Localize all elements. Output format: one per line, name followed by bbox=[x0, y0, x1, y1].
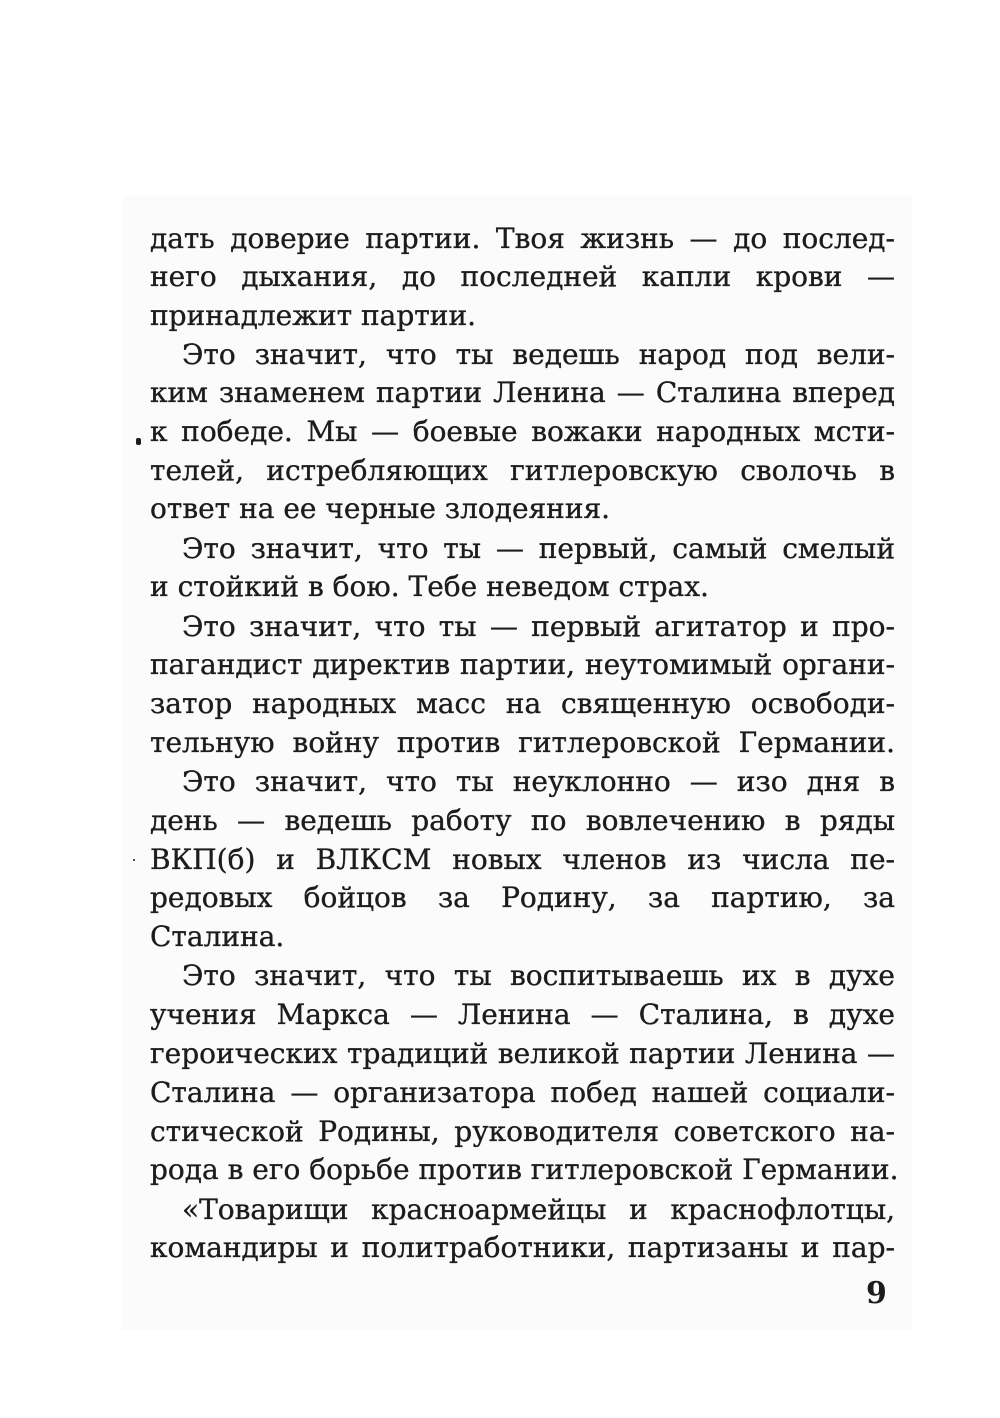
ink-speck bbox=[136, 438, 141, 445]
text-line: телей, истребляющих гитлеровскую сволочь в bbox=[150, 454, 895, 487]
text-line: Это значит, что ты воспитываешь их в духе bbox=[182, 959, 895, 992]
text-line: затор народных масс на священную освободи- bbox=[150, 687, 895, 720]
text-line: «Товарищи красноармейцы и краснофлотцы, bbox=[182, 1193, 895, 1226]
text-line: ким знаменем партии Ленина — Сталина вперед bbox=[150, 376, 895, 409]
text-line: учения Маркса — Ленина — Сталина, в духе bbox=[150, 998, 895, 1031]
text-line: принадлежит партии. bbox=[150, 299, 477, 332]
text-line: тельную войну против гитлеровской Германии. bbox=[150, 726, 895, 759]
text-line: героических традиций великой партии Ленина — bbox=[150, 1037, 895, 1070]
text-line: него дыхания, до последней капли крови — bbox=[150, 260, 895, 293]
text-line: стической Родины, руководителя советского на- bbox=[150, 1115, 895, 1148]
text-line: Это значит, что ты ведешь народ под вели- bbox=[182, 338, 895, 371]
text-line: день — ведешь работу по вовлечению в ряды bbox=[150, 804, 895, 837]
text-line: рода в его борьбе против гитлеровской Германии. bbox=[150, 1153, 899, 1186]
text-line: и стойкий в бою. Тебе неведом страх. bbox=[150, 570, 709, 603]
text-line: ВКП(б) и ВЛКСМ новых членов из числа пе- bbox=[150, 843, 895, 876]
text-line: к победе. Мы — боевые вожаки народных мсти- bbox=[150, 415, 895, 448]
ink-speck bbox=[133, 859, 135, 861]
text-line: Это значит, что ты — первый агитатор и про- bbox=[182, 610, 895, 643]
page-number: 9 bbox=[866, 1276, 887, 1311]
text-line: пагандист директив партии, неутомимый органи- bbox=[150, 648, 895, 681]
text-line: редовых бойцов за Родину, за партию, за bbox=[150, 881, 895, 914]
text-line: Сталина. bbox=[150, 920, 285, 953]
text-line: командиры и политработники, партизаны и пар- bbox=[150, 1231, 895, 1264]
text-line: Это значит, что ты — первый, самый смелый bbox=[182, 532, 895, 565]
text-line: Сталина — организатора побед нашей социали- bbox=[150, 1076, 895, 1109]
text-line: Это значит, что ты неуклонно — изо дня в bbox=[182, 765, 895, 798]
text-line: ответ на ее черные злодеяния. bbox=[150, 492, 611, 525]
text-line: дать доверие партии. Твоя жизнь — до послед- bbox=[150, 222, 895, 255]
